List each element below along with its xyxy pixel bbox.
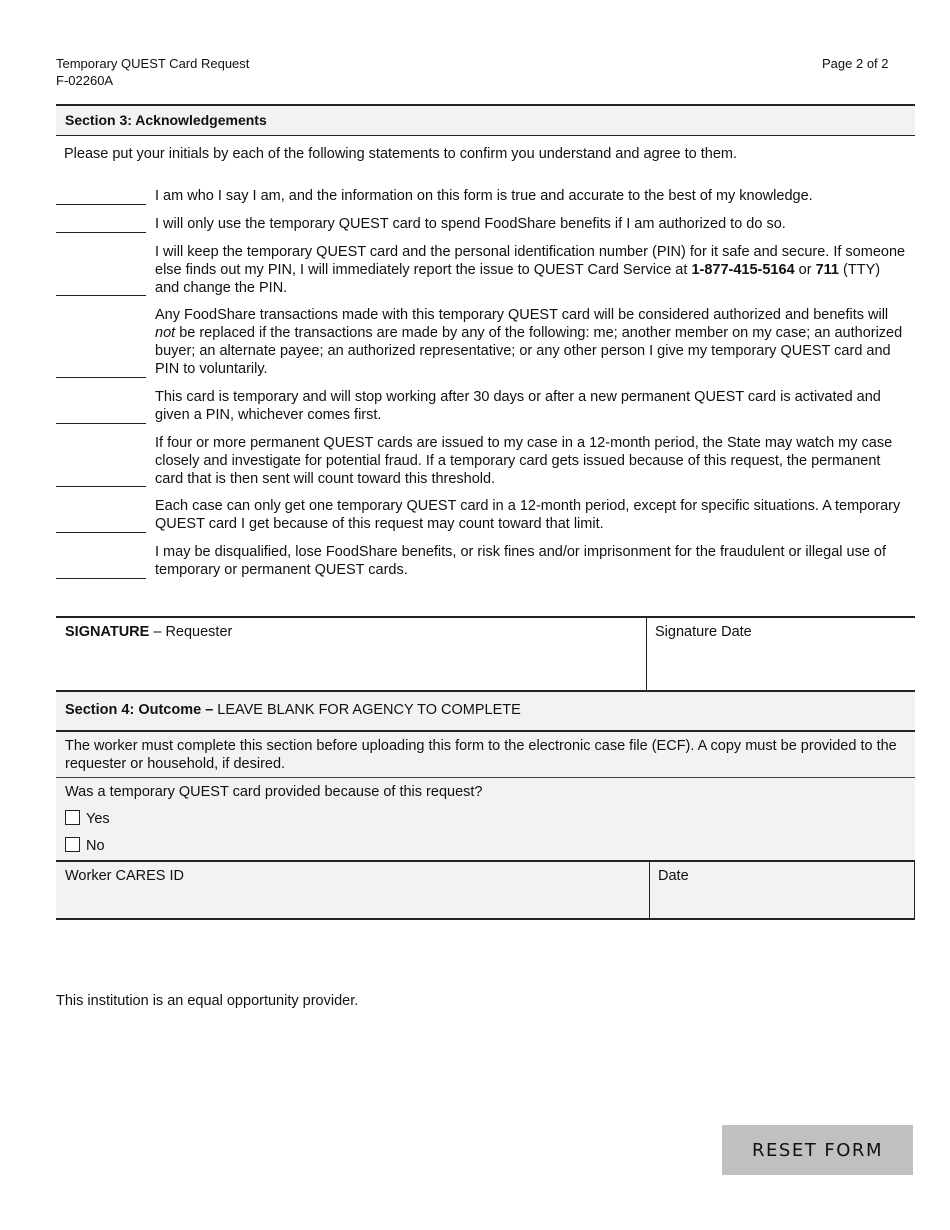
- statement-row: [56, 306, 915, 378]
- worker-cares-id-field[interactable]: Worker CARES ID: [56, 862, 650, 918]
- phone-number: 1-877-415-5164: [691, 262, 795, 278]
- no-checkbox[interactable]: [65, 837, 80, 852]
- section3-intro: Please put your initials by each of the following statements to confirm you understand and agree to them.: [64, 146, 738, 162]
- initials-field[interactable]: [56, 215, 146, 233]
- initials-field[interactable]: [56, 434, 146, 487]
- initials-field[interactable]: [56, 497, 146, 533]
- signature-field[interactable]: SIGNATURE – Requester: [56, 618, 647, 690]
- reset-form-button[interactable]: RESET FORM: [722, 1125, 913, 1175]
- statement-row: [56, 243, 915, 296]
- section3-header: Section 3: Acknowledgements: [56, 104, 915, 136]
- question-text: Was a temporary QUEST card provided because of this request?: [65, 784, 483, 800]
- initials-field[interactable]: [56, 543, 146, 579]
- statement-row: [56, 497, 915, 533]
- tty-number: 711: [815, 262, 839, 278]
- form-id: F-02260A: [56, 73, 114, 88]
- form-title: Temporary QUEST Card Request: [56, 56, 250, 71]
- page-number: Page 2 of 2: [822, 56, 889, 71]
- worker-row: [56, 862, 915, 920]
- statement-row: [56, 187, 915, 205]
- statement-text: Any FoodShare transactions made with this temporary QUEST card will be considered authorized and benefits will not be replaced if the transactions are made by any of the following: me; another member on my case; an authorized buyer; an alternate payee; an authorized representative; or any other person I give my temporary QUEST card and PIN to voluntarily.: [155, 307, 903, 377]
- footer-statement: This institution is an equal opportunity provider.: [56, 993, 359, 1009]
- section4-header: Section 4: Outcome – LEAVE BLANK FOR AGENCY TO COMPLETE: [56, 692, 915, 732]
- statement-row: [56, 215, 915, 233]
- option-yes[interactable]: Yes: [65, 810, 906, 828]
- statement-text: I will keep the temporary QUEST card and the personal identification number (PIN) for it safe and secure. If someone else finds out my PIN, I will immediately report the issue to QUEST Card Service at 1-877-415-5164 or 711 (TTY) and change the PIN.: [155, 244, 906, 296]
- question-block: [56, 778, 915, 862]
- worker-date-field[interactable]: Date: [658, 868, 689, 884]
- section4-instructions: The worker must complete this section before uploading this form to the electronic case file (ECF). A copy must be provided to the requester or household, if desired.: [56, 732, 915, 778]
- statement-text: This card is temporary and will stop working after 30 days or after a new permanent QUEST card is activated and given a PIN, whichever comes first.: [155, 389, 881, 423]
- initials-field[interactable]: [56, 187, 146, 205]
- yes-checkbox[interactable]: [65, 810, 80, 825]
- initials-field[interactable]: [56, 306, 146, 378]
- statement-text: If four or more permanent QUEST cards are issued to my case in a 12-month period, the State may watch my case closely and investigate for potential fraud. If a temporary card gets issued because of this request, the permanent card that is then sent will count toward this threshold.: [155, 435, 893, 487]
- signature-date-field[interactable]: Signature Date: [655, 624, 752, 640]
- statement-text: I am who I say I am, and the information on this form is true and accurate to the best of my knowledge.: [155, 188, 813, 204]
- option-no[interactable]: No: [65, 837, 906, 855]
- statement-text: I will only use the temporary QUEST card to spend FoodShare benefits if I am authorized to do so.: [155, 216, 786, 232]
- statement-text: Each case can only get one temporary QUEST card in a 12-month period, except for specific situations. A temporary QUEST card I get because of this request may count toward that limit.: [155, 498, 901, 532]
- signature-row: [56, 616, 915, 692]
- initials-field[interactable]: [56, 388, 146, 424]
- statement-row: [56, 543, 915, 579]
- statement-row: [56, 388, 915, 424]
- statement-text: I may be disqualified, lose FoodShare benefits, or risk fines and/or imprisonment for the fraudulent or illegal use of temporary or permanent QUEST cards.: [155, 544, 887, 578]
- initials-field[interactable]: [56, 243, 146, 296]
- statement-row: [56, 434, 915, 487]
